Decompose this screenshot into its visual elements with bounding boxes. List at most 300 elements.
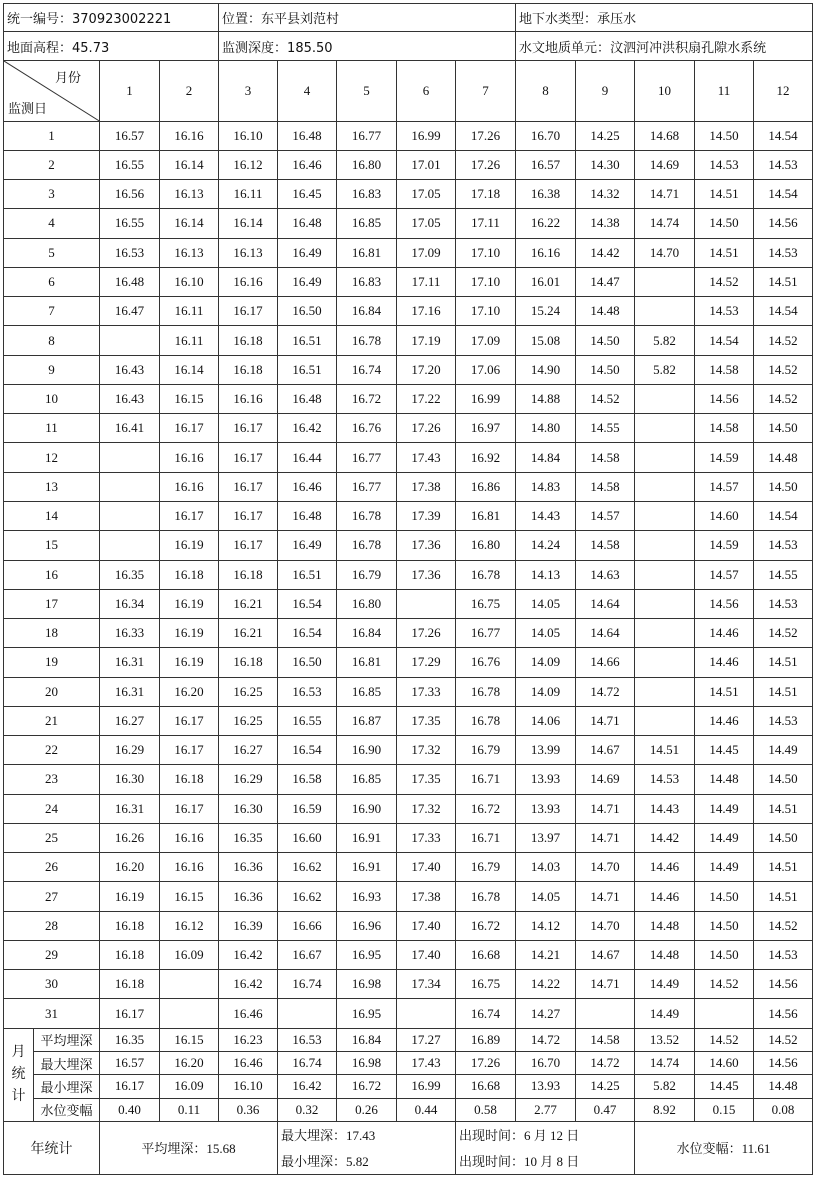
- depth-value-cell: 16.60: [278, 823, 337, 852]
- depth-value-cell: 14.74: [635, 209, 695, 238]
- monthly-stat-label-char: 计: [11, 1088, 26, 1104]
- stat-value: 16.89: [456, 1028, 516, 1051]
- depth-value-cell: 17.26: [397, 414, 456, 443]
- depth-value-cell: 14.69: [576, 765, 635, 794]
- depth-value-cell: 16.92: [456, 443, 516, 472]
- depth-value-cell: 16.19: [160, 589, 219, 618]
- depth-value-cell: 14.27: [516, 999, 576, 1028]
- day-row: [4, 297, 813, 326]
- depth-value-cell: 14.83: [516, 472, 576, 501]
- depth-value-cell: 16.14: [160, 150, 219, 179]
- monthly-stat-row: [4, 1075, 813, 1098]
- depth-value-cell: 14.51: [754, 882, 813, 911]
- depth-value-cell: 14.52: [576, 384, 635, 413]
- depth-value-cell: 17.19: [397, 326, 456, 355]
- depth-value-cell: 16.71: [456, 823, 516, 852]
- depth-value-cell: 16.21: [219, 589, 278, 618]
- stat-name: 最小埋深: [34, 1075, 100, 1098]
- depth-value-cell: 14.84: [516, 443, 576, 472]
- depth-value-cell: 14.42: [576, 238, 635, 267]
- depth-value-cell: 16.81: [337, 238, 397, 267]
- stat-value: 16.99: [397, 1075, 456, 1098]
- depth-value-cell: 14.51: [695, 238, 754, 267]
- day-row: [4, 121, 813, 150]
- depth-value-cell: 16.91: [337, 823, 397, 852]
- depth-value-cell: 17.33: [397, 677, 456, 706]
- depth-value-cell: 16.77: [456, 619, 516, 648]
- depth-value-cell: 16.95: [337, 999, 397, 1028]
- stat-value: 16.57: [100, 1052, 160, 1075]
- depth-value-cell: 16.97: [456, 414, 516, 443]
- depth-value-cell: 16.35: [219, 823, 278, 852]
- depth-value-cell: 14.12: [516, 911, 576, 940]
- depth-value-cell: 16.31: [100, 648, 160, 677]
- stat-value: 16.98: [337, 1052, 397, 1075]
- depth-value-cell: 16.16: [160, 823, 219, 852]
- day-number: 17: [4, 589, 100, 618]
- elevation-cell: [4, 32, 219, 60]
- depth-value-cell: 16.99: [456, 384, 516, 413]
- depth-value-cell: 16.49: [278, 238, 337, 267]
- depth-value-cell: 16.46: [278, 150, 337, 179]
- depth-value-cell: 14.50: [576, 355, 635, 384]
- depth-value-cell: 16.31: [100, 794, 160, 823]
- depth-value-cell: 14.58: [695, 355, 754, 384]
- depth-value-cell: [397, 999, 456, 1028]
- depth-value-cell: 14.54: [754, 297, 813, 326]
- depth-value-cell: 16.85: [337, 765, 397, 794]
- stat-value: 17.26: [456, 1052, 516, 1075]
- depth-value-cell: 16.49: [278, 267, 337, 296]
- depth-value-cell: 17.16: [397, 297, 456, 326]
- depth-value-cell: [635, 414, 695, 443]
- depth-value-cell: 14.50: [695, 911, 754, 940]
- depth-value-cell: 16.16: [516, 238, 576, 267]
- location-label: 位置：: [222, 12, 262, 28]
- depth-value-cell: [635, 560, 695, 589]
- depth-value-cell: 14.52: [695, 970, 754, 999]
- depth-value-cell: 14.51: [695, 180, 754, 209]
- depth-value-cell: 16.15: [160, 882, 219, 911]
- depth-value-cell: 16.16: [219, 384, 278, 413]
- depth-value-cell: 16.77: [337, 472, 397, 501]
- depth-value-cell: 16.78: [456, 706, 516, 735]
- depth-value-cell: 16.86: [456, 472, 516, 501]
- depth-value-cell: 14.30: [576, 150, 635, 179]
- depth-value-cell: 17.34: [397, 970, 456, 999]
- stat-value: 16.74: [278, 1052, 337, 1075]
- depth-value-cell: 14.43: [635, 794, 695, 823]
- info-row-1: [4, 4, 813, 32]
- day-row: [4, 619, 813, 648]
- stat-name: 水位变幅: [34, 1098, 100, 1121]
- depth-value-cell: 16.91: [337, 853, 397, 882]
- depth-value-cell: 16.19: [160, 648, 219, 677]
- depth-value-cell: 17.11: [456, 209, 516, 238]
- depth-value-cell: 16.55: [278, 706, 337, 735]
- depth-value-cell: 17.10: [456, 267, 516, 296]
- depth-value-cell: 16.54: [278, 589, 337, 618]
- stat-value: 0.26: [337, 1098, 397, 1121]
- depth-value-cell: 16.80: [337, 150, 397, 179]
- yearly-label: 年统计: [4, 1121, 100, 1174]
- stat-value: 14.74: [635, 1052, 695, 1075]
- depth-value-cell: 14.67: [576, 940, 635, 969]
- depth-value-cell: 14.46: [635, 853, 695, 882]
- stat-value: 0.08: [754, 1098, 813, 1121]
- depth-value-cell: [635, 267, 695, 296]
- depth-value-cell: 14.53: [754, 940, 813, 969]
- depth-value-cell: 17.10: [456, 238, 516, 267]
- depth-value-cell: 14.47: [576, 267, 635, 296]
- depth-value-cell: 16.48: [278, 209, 337, 238]
- depth-value-cell: 16.16: [160, 472, 219, 501]
- stat-value: 0.15: [695, 1098, 754, 1121]
- month-header: 6: [397, 60, 456, 121]
- depth-value-cell: 16.38: [516, 180, 576, 209]
- depth-value-cell: 16.17: [100, 999, 160, 1028]
- depth-value-cell: 14.50: [695, 209, 754, 238]
- day-row: [4, 560, 813, 589]
- monthly-stat-label: [4, 1028, 34, 1121]
- header-row: [4, 60, 813, 121]
- yearly-max-depth: 最大埋深：17.43: [278, 1121, 456, 1147]
- day-number: 31: [4, 999, 100, 1028]
- station-code-cell: [4, 4, 219, 32]
- depth-value-cell: 14.90: [516, 355, 576, 384]
- day-number: 3: [4, 180, 100, 209]
- depth-value-cell: 14.53: [754, 150, 813, 179]
- stat-value: 13.93: [516, 1075, 576, 1098]
- depth-value-cell: 14.57: [576, 501, 635, 530]
- depth-value-cell: 17.05: [397, 180, 456, 209]
- depth-value-cell: 14.56: [695, 384, 754, 413]
- depth-value-cell: 17.43: [397, 443, 456, 472]
- depth-value-cell: 14.59: [695, 531, 754, 560]
- day-row: [4, 765, 813, 794]
- monthly-stat-label-char: 月: [11, 1044, 26, 1060]
- day-number: 12: [4, 443, 100, 472]
- depth-value-cell: 16.45: [278, 180, 337, 209]
- stat-value: 16.17: [100, 1075, 160, 1098]
- day-number: 24: [4, 794, 100, 823]
- day-row: [4, 970, 813, 999]
- day-number: 13: [4, 472, 100, 501]
- stat-value: 16.70: [516, 1052, 576, 1075]
- depth-value-cell: 16.83: [337, 267, 397, 296]
- day-row: [4, 326, 813, 355]
- depth-value-cell: 16.10: [219, 121, 278, 150]
- depth-value-cell: 14.42: [635, 823, 695, 852]
- day-number: 7: [4, 297, 100, 326]
- day-row: [4, 267, 813, 296]
- depth-value-cell: 14.49: [635, 970, 695, 999]
- depth-value-cell: 16.84: [337, 297, 397, 326]
- depth-value-cell: 14.53: [695, 297, 754, 326]
- depth-value-cell: 14.63: [576, 560, 635, 589]
- depth-value-cell: 14.54: [754, 501, 813, 530]
- depth-value-cell: 16.17: [219, 443, 278, 472]
- depth-value-cell: 16.13: [160, 180, 219, 209]
- monthly-stat-label-char: 统: [11, 1066, 26, 1082]
- depth-value-cell: 16.43: [100, 355, 160, 384]
- depth-value-cell: 14.49: [635, 999, 695, 1028]
- depth-value-cell: [635, 648, 695, 677]
- month-header: 2: [160, 60, 219, 121]
- depth-value-cell: 16.53: [100, 238, 160, 267]
- day-number: 11: [4, 414, 100, 443]
- depth-value-cell: 16.33: [100, 619, 160, 648]
- depth-value-cell: 14.52: [695, 267, 754, 296]
- day-number: 28: [4, 911, 100, 940]
- depth-value-cell: 16.81: [456, 501, 516, 530]
- depth-value-cell: 14.52: [754, 911, 813, 940]
- depth-value-cell: 16.53: [278, 677, 337, 706]
- depth-value-cell: 14.50: [695, 882, 754, 911]
- depth-value-cell: 16.98: [337, 970, 397, 999]
- stat-value: 14.60: [695, 1052, 754, 1075]
- day-row: [4, 853, 813, 882]
- depth-value-cell: 16.29: [100, 736, 160, 765]
- depth-value-cell: [635, 297, 695, 326]
- depth-value-cell: 16.78: [456, 882, 516, 911]
- depth-value-cell: 16.99: [397, 121, 456, 150]
- depth-value-cell: 16.42: [278, 414, 337, 443]
- depth-value-cell: 16.79: [456, 736, 516, 765]
- depth-value-cell: 16.70: [516, 121, 576, 150]
- depth-value-cell: 14.67: [576, 736, 635, 765]
- depth-value-cell: 16.19: [160, 531, 219, 560]
- depth-value-cell: 16.68: [456, 940, 516, 969]
- depth-cell: [219, 32, 516, 60]
- depth-value-cell: 14.49: [754, 736, 813, 765]
- depth-value-cell: 14.51: [754, 267, 813, 296]
- depth-value-cell: 16.76: [456, 648, 516, 677]
- day-number: 15: [4, 531, 100, 560]
- depth-value-cell: 14.70: [576, 911, 635, 940]
- stat-value: 16.10: [219, 1075, 278, 1098]
- depth-value-cell: 16.78: [337, 501, 397, 530]
- depth-value-cell: 16.90: [337, 794, 397, 823]
- depth-value-cell: 14.88: [516, 384, 576, 413]
- depth-value-cell: 17.10: [456, 297, 516, 326]
- depth-value-cell: 16.18: [160, 765, 219, 794]
- depth-value-cell: 14.53: [754, 589, 813, 618]
- depth-value-cell: 16.78: [456, 677, 516, 706]
- depth-value-cell: 16.62: [278, 853, 337, 882]
- depth-value-cell: [100, 501, 160, 530]
- depth-value-cell: 16.41: [100, 414, 160, 443]
- depth-value-cell: 16.18: [219, 560, 278, 589]
- depth-value-cell: 14.46: [695, 706, 754, 735]
- depth-value-cell: 17.36: [397, 531, 456, 560]
- depth-value-cell: 17.33: [397, 823, 456, 852]
- depth-value-cell: 16.16: [160, 121, 219, 150]
- depth-value-cell: 16.79: [456, 853, 516, 882]
- depth-value-cell: 14.50: [754, 472, 813, 501]
- depth-value-cell: 16.74: [456, 999, 516, 1028]
- day-row: [4, 472, 813, 501]
- depth-value-cell: 16.96: [337, 911, 397, 940]
- depth-value-cell: 14.53: [695, 150, 754, 179]
- depth-value-cell: 14.70: [635, 238, 695, 267]
- depth-value-cell: 16.19: [160, 619, 219, 648]
- month-header: 1: [100, 60, 160, 121]
- stat-value: 14.58: [576, 1028, 635, 1051]
- day-row: [4, 414, 813, 443]
- depth-value-cell: 16.44: [278, 443, 337, 472]
- depth-value-cell: 16.13: [160, 238, 219, 267]
- yearly-min-depth: 最小埋深：5.82: [278, 1148, 456, 1175]
- elevation-label: 地面高程：: [7, 40, 73, 56]
- stat-value: 16.15: [160, 1028, 219, 1051]
- depth-value-cell: [100, 531, 160, 560]
- depth-value-cell: 16.46: [219, 999, 278, 1028]
- depth-value-cell: 16.59: [278, 794, 337, 823]
- day-number: 14: [4, 501, 100, 530]
- depth-value-cell: 14.52: [754, 326, 813, 355]
- depth-value-cell: 16.56: [100, 180, 160, 209]
- depth-value-cell: 14.56: [754, 209, 813, 238]
- month-header: 10: [635, 60, 695, 121]
- day-number: 6: [4, 267, 100, 296]
- depth-value-cell: 17.26: [456, 121, 516, 150]
- depth-value-cell: [635, 443, 695, 472]
- depth-value-cell: 16.25: [219, 677, 278, 706]
- month-header: 3: [219, 60, 278, 121]
- depth-value-cell: 16.77: [337, 443, 397, 472]
- depth-value-cell: 16.43: [100, 384, 160, 413]
- water-type-cell: [516, 4, 813, 32]
- depth-value-cell: 16.20: [100, 853, 160, 882]
- stat-value: 0.47: [576, 1098, 635, 1121]
- depth-value-cell: 16.18: [160, 560, 219, 589]
- depth-value-cell: [635, 619, 695, 648]
- depth-value-cell: [278, 999, 337, 1028]
- depth-value-cell: [635, 706, 695, 735]
- stat-value: 14.72: [516, 1028, 576, 1051]
- depth-value-cell: 14.50: [754, 414, 813, 443]
- stat-value: 14.72: [576, 1052, 635, 1075]
- month-header: 9: [576, 60, 635, 121]
- depth-value-cell: 17.06: [456, 355, 516, 384]
- depth-value-cell: 14.60: [695, 501, 754, 530]
- depth-value-cell: 14.43: [516, 501, 576, 530]
- yearly-range: 水位变幅：11.61: [635, 1121, 813, 1174]
- depth-value-cell: 16.66: [278, 911, 337, 940]
- depth-value-cell: 14.69: [635, 150, 695, 179]
- depth-value-cell: 16.81: [337, 648, 397, 677]
- stat-value: 16.42: [278, 1075, 337, 1098]
- stat-name: 平均埋深: [34, 1028, 100, 1051]
- depth-value-cell: 17.35: [397, 706, 456, 735]
- depth-value-cell: 14.48: [695, 765, 754, 794]
- stat-value: 17.43: [397, 1052, 456, 1075]
- day-row: [4, 384, 813, 413]
- station-code-label: 统一编号：: [7, 12, 73, 28]
- yearly-max-time: 出现时间：6 月 12 日: [456, 1121, 635, 1147]
- depth-value-cell: 17.26: [397, 619, 456, 648]
- stat-value: 16.68: [456, 1075, 516, 1098]
- day-row: [4, 794, 813, 823]
- depth-value-cell: 14.53: [754, 238, 813, 267]
- depth-value-cell: [635, 472, 695, 501]
- depth-value-cell: 16.17: [219, 501, 278, 530]
- depth-value-cell: 14.70: [576, 853, 635, 882]
- depth-value-cell: 16.50: [278, 648, 337, 677]
- depth-value-cell: 14.80: [516, 414, 576, 443]
- depth-value-cell: 16.09: [160, 940, 219, 969]
- depth-value-cell: 14.49: [695, 853, 754, 882]
- depth-value-cell: 14.13: [516, 560, 576, 589]
- depth-value-cell: 16.11: [160, 297, 219, 326]
- stat-value: 16.46: [219, 1052, 278, 1075]
- stat-value: 16.84: [337, 1028, 397, 1051]
- depth-value-cell: 16.20: [160, 677, 219, 706]
- depth-value-cell: 14.51: [754, 853, 813, 882]
- depth-value-cell: 16.87: [337, 706, 397, 735]
- depth-value-cell: 16.80: [456, 531, 516, 560]
- depth-value-cell: 17.22: [397, 384, 456, 413]
- depth-value-cell: 17.35: [397, 765, 456, 794]
- depth-value-cell: 16.14: [160, 355, 219, 384]
- depth-value-cell: 14.54: [754, 180, 813, 209]
- depth-value-cell: 14.51: [754, 677, 813, 706]
- depth-value-cell: 16.36: [219, 882, 278, 911]
- depth-value-cell: 14.50: [576, 326, 635, 355]
- info-row-2: [4, 32, 813, 60]
- depth-value-cell: 16.75: [456, 970, 516, 999]
- day-number: 10: [4, 384, 100, 413]
- depth-value-cell: 14.48: [635, 911, 695, 940]
- depth-value-cell: 17.38: [397, 882, 456, 911]
- location-value: 东平县刘范村: [261, 12, 340, 28]
- depth-value-cell: 17.05: [397, 209, 456, 238]
- depth-value-cell: 16.55: [100, 150, 160, 179]
- depth-value-cell: 16.46: [278, 472, 337, 501]
- depth-value-cell: 16.57: [516, 150, 576, 179]
- depth-value-cell: 16.90: [337, 736, 397, 765]
- day-row: [4, 180, 813, 209]
- stat-value: 16.72: [337, 1075, 397, 1098]
- day-number: 16: [4, 560, 100, 589]
- depth-value-cell: 14.56: [754, 999, 813, 1028]
- depth-value-cell: 16.35: [100, 560, 160, 589]
- depth-value-cell: 16.16: [160, 443, 219, 472]
- location-cell: [219, 4, 516, 32]
- depth-value-cell: 16.27: [219, 736, 278, 765]
- stat-value: 0.36: [219, 1098, 278, 1121]
- depth-value-cell: 16.84: [337, 619, 397, 648]
- depth-value-cell: 16.95: [337, 940, 397, 969]
- depth-value-cell: 16.75: [456, 589, 516, 618]
- depth-value-cell: 16.54: [278, 619, 337, 648]
- depth-value-cell: 14.06: [516, 706, 576, 735]
- day-row: [4, 648, 813, 677]
- day-number: 2: [4, 150, 100, 179]
- day-number: 5: [4, 238, 100, 267]
- stat-value: 14.52: [695, 1028, 754, 1051]
- depth-value-cell: 16.17: [160, 794, 219, 823]
- depth-value-cell: 16.72: [456, 794, 516, 823]
- depth-value-cell: [397, 589, 456, 618]
- depth-value-cell: 14.32: [576, 180, 635, 209]
- month-header: 5: [337, 60, 397, 121]
- depth-value-cell: 16.74: [278, 970, 337, 999]
- day-number: 23: [4, 765, 100, 794]
- day-row: [4, 531, 813, 560]
- depth-value-cell: 16.55: [100, 209, 160, 238]
